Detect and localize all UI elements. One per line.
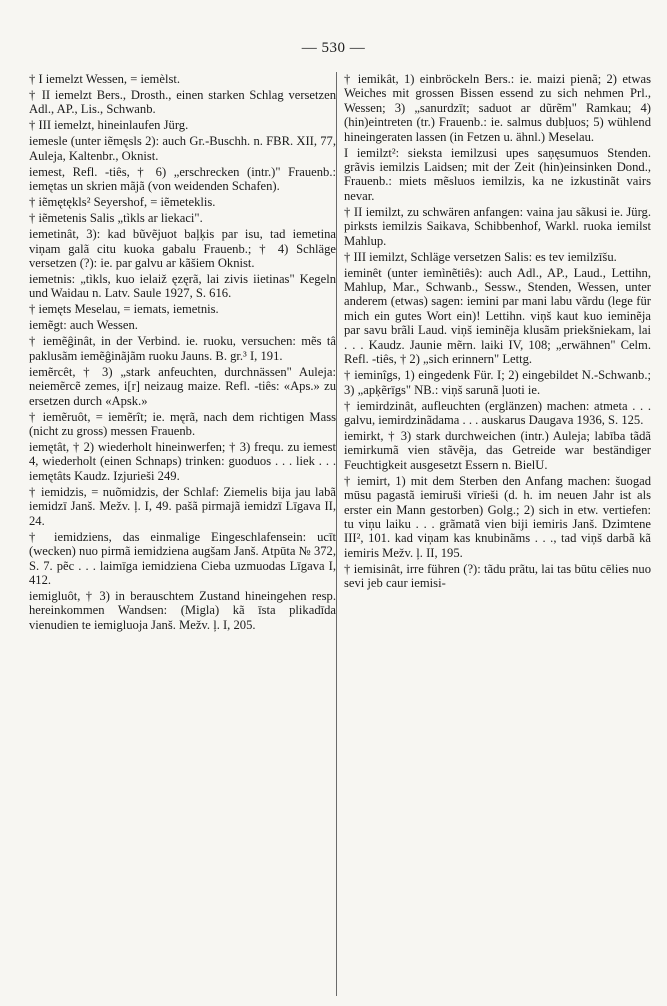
dictionary-entry: † iemikât, 1) einbröckeln Bers.: ie. maizi pienã; 2) etwas Weiches mit grossen Bissen essend zu sich nehmen Prl., Wessen; 3) „sanurdzīt; saduot ar dũrẽm" Ramkau; 4) (hin)eintreten (tr.) Frauenb.: ie. salmus dubļuos; 5) wühlend hineingeraten lassen (in Fetzen u. ähnl.) Meselau. [344,72,651,144]
column-divider [336,72,337,996]
dictionary-entry: † iemẽĝinât, in der Verbind. ie. ruoku, versuchen: mẽs tâ paklusãm iemẽĝinãjãm ruoku Jauns. B. gr.³ I, 191. [29,334,336,363]
dictionary-entry: † iemidziens, das einmalige Eingeschlafensein: ucīt (wecken) nuo pirmã iemidziena augšam Janš. Atpūta № 372, S. 7. pẽc . . . laimīga iemidziena Cieba uzmuodas Līgava I, 412. [29,529,336,587]
dictionary-entry: † iẽmętękls² Seyershof, = iẽmeteklis. [29,195,216,210]
left-column [29,72,336,634]
dictionary-entry: † II iemelzt Bers., Drosth., einen starken Schlag versetzen Adl., AP., Lis., Schwanb. [29,88,336,117]
dictionary-entry: † iemirt, 1) mit dem Sterben den Anfang machen: šuogad mūsu pagastã iemiruši vīrieši (d. h. im neuen Jahr ist als erster ein Mann gestorben) Golg.; 2) sich in etw. vertiefen: tu viņu laiku . . . grãmatã vien biji iemiris Janš. Dzimtene III², 101. kad viņam kas knubinãms . . ., tad viņš darbã kã iemiris Mežv. ļ. II, 195. [344,473,651,560]
dictionary-entry: ieminêt (unter iemìnẽtiês): auch Adl., AP., Laud., Lettihn, Mahlup, Mar., Schwanb., Sessw., Stenden, Wessen, unter anderem (etwas) sagen: iemini par mani labu vãrdu (lege für mich ein gutes Wort ein)! Lettihn. viņš kaut kuo ieminẽja par savu brãli Laud. viņš ieminẽja klusãm priekšniekam, lai . . . Kaudz. Jaunie mẽrn. laiki IV, 108; „erwähnen" Celm. Refl. -tiês, † 2) „sich erinnern" Lettg. [344,265,651,367]
dictionary-entry: iemẽgt: auch Wessen. [29,318,138,333]
dictionary-entry: † iemẽruôt, = iemẽrît; ie. męrã, nach dem richtigen Mass (nicht zu gross) messen Frauenb. [29,409,336,439]
dictionary-entry: † iemęts Meselau, = iemats, iemetnis. [29,302,219,317]
dictionary-entry: † II iemilzt, zu schwären anfangen: vaina jau sãkusi ie. Jürg. pirksts iemilzis Saikava, Schibbenhof, Warkl. ruoka iemilst Mahlup. [344,204,651,248]
dictionary-entry: † III iemilzt, Schläge versetzen Salis: es tev iemilzīšu. [344,249,617,264]
dictionary-entry: † iẽmetenis Salis „tìkls ar liekaci". [29,211,203,226]
dictionary-entry: † iemirdzinât, aufleuchten (erglänzen) machen: atmeta . . . galvu, iemirdzinãdama . . . auskarus Daugava 1936, S. 125. [344,398,651,427]
dictionary-entry: † iemidzis, = nuõmidzis, der Schlaf: Ziemelis bija jau labã iemidzī Janš. Mežv. ļ. I, 49. pašã pirmajã iemidzī Līgava II, 24. [29,484,336,528]
dictionary-entry: iemirkt, † 3) stark durchweichen (intr.) Auleja; labība tãdã iemirkumã vien stãvẽja, das Getreide war beständiger Feuchtigkeit ausgesetzt Essern n. BielU. [344,428,651,472]
dictionary-entry: iemest, Refl. -tiês, † 6) „erschrecken (intr.)" Frauenb.: iemętas un skrien mãjã (von weidenden Schafen). [29,164,336,194]
right-column [344,72,651,592]
dictionary-entry: † I iemelzt Wessen, = iemèlst. [29,72,180,86]
dictionary-entry: iemetnis: „tìkls, kuo ielaiž ęzęrã, lai zivis iietinas" Kegeln und Waidau n. Latv. Saule 1927, S. 616. [29,272,336,301]
dictionary-entry: iemigluôt, † 3) in berauschtem Zustand hineingehen resp. hereinkommen Wandsen: (Migla) kã īsta plikadīda vienudien te iemigluoja Janš. Mežv. ļ. I, 205. [29,588,336,632]
dictionary-entry: † iemisinât, irre führen (?): tãdu prãtu, lai tas būtu cēlies nuo sevi jeb caur iemisi- [344,561,651,591]
dictionary-entry: iemẽrcêt, † 3) „stark anfeuchten, durchnässen" Auleja: neiemẽrcẽ zemes, i[r] neizaug maize. Refl. -tiês: «Aps.» zu ersetzen durch «Apsk.» [29,364,336,408]
dictionary-entry: † ieminîgs, 1) eingedenk Für. I; 2) eingebildet N.-Schwanb.; 3) „apķẽrīgs" NB.: viņš sarunã ļuoti ie. [344,368,651,397]
dictionary-entry: † III iemelzt, hineinlaufen Jürg. [29,118,189,133]
dictionary-entry: I iemilzt²: sieksta iemilzusi upes saņęsumuos Stenden. grãvis iemilzis Laidsen; mit der Zeit (hin)einsinken Dond., Frauenb.: miets mẽsluos iemilzis, ka ne izkustinãt vairs nevar. [344,145,651,203]
dictionary-entry: iemetinât, 3): kad bũvẽjuot baļķis par isu, tad iemetina viņam galã citu kuoka gabalu Frauenb.; † 4) Schläge versetzen (?): ie. par galvu ar kãšiem Oknist. [29,227,336,271]
page-number: — 530 — [301,40,366,56]
dictionary-entry: iemesle (unter iẽmęsls 2): auch Gr.-Buschh. n. FBR. XII, 77, Auleja, Kaltenbr., Oknist. [29,134,336,163]
dictionary-entry: iemętât, † 2) wiederholt hineinwerfen; † 3) frequ. zu iemest 4, wiederholt (einen Schnaps) trinken: guoduos . . . liek . . . iemętâts Kaudz. Izjurieši 249. [29,440,336,483]
